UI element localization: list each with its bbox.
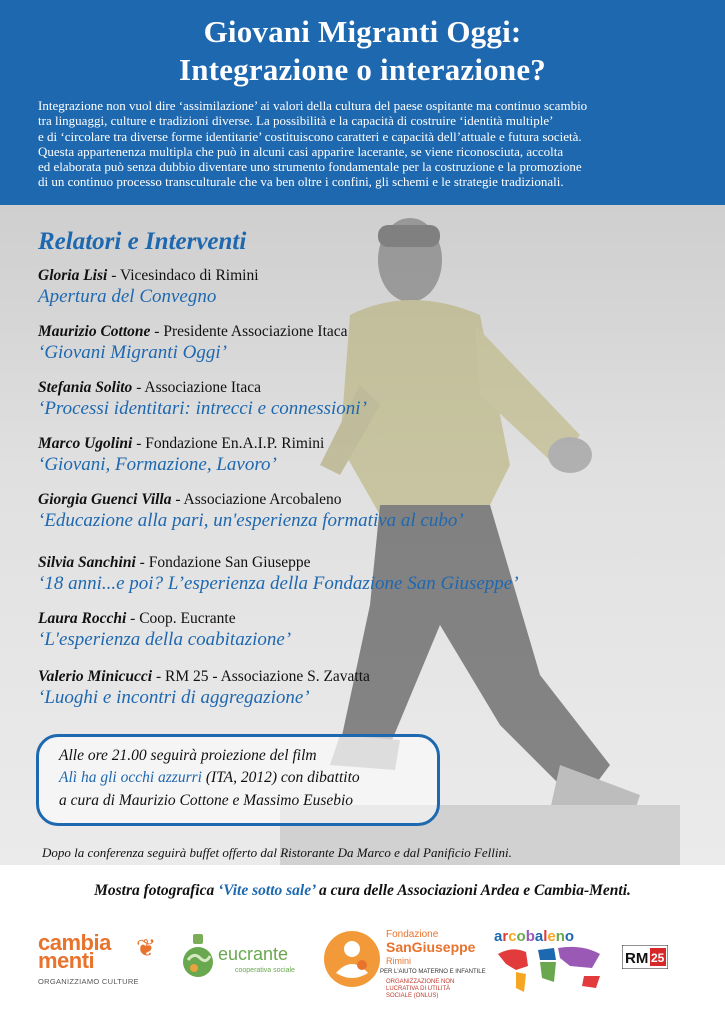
speaker-role: - Coop. Eucrante [126,610,236,627]
intro-line: Integrazione non vuol dire ‘assimilazione’ ai valori della cultura del paese ospitante ma continuo scambio [38,98,588,113]
intro-line: di un continuo processo transculturale che va ben oltre i confini, gli schemi e le strategie tradizionali. [38,174,564,190]
speaker-role: - RM 25 - Associazione S. Zavatta [152,668,370,685]
rm25-logo [622,945,668,969]
speaker-name: Marco Ugolini [38,435,133,452]
logo-note: ORGANIZZAZIONE NON LUCRATIVA DI UTILITÀ SOCIALE (ONLUS) [386,979,455,999]
svg-text:25: 25 [651,951,665,965]
header-band [0,0,725,205]
globe-bottle-icon [180,932,216,980]
svg-text:arcobaleno: arcobaleno [494,928,575,945]
intro-paragraph [38,98,688,190]
film-title: Alì ha gli occhi azzurri [59,769,202,786]
speaker-item [38,553,698,595]
intro-line: tra linguaggi, culture e tradizioni diverse. La possibilità e la capacità di costruire ‘identità multiple’ [38,113,554,129]
logo-text: SanGiuseppe [386,939,476,955]
speaker-item [38,266,698,308]
cambia-menti-logo [38,930,168,988]
exhibition-pre: Mostra fotografica [94,882,219,899]
eucrante-logo [180,930,310,980]
speaker-talk: ‘18 anni...e poi? L’esperienza della Fondazione San Giuseppe’ [38,573,519,594]
logo-text: Rimini [386,956,412,966]
fondazione-san-giuseppe-logo [322,927,486,1012]
intro-line: ed elaborata può senza dubbio diventare uno strumento fondamentale per la costruzione e la promozione [38,159,582,175]
speaker-name: Laura Rocchi [38,610,127,627]
speaker-talk: ‘L'esperienza della coabitazione’ [38,629,292,650]
buffet-note: Dopo la conferenza seguirà buffet offerto dal Ristorante Da Marco e dal Panificio Fellini. [42,845,512,860]
exhibition-post: a cura delle Associazioni Ardea e Cambia-Menti. [315,882,631,899]
intro-line: Questa appartenenza multipla che può in alcuni casi apparire lacerante, se viene riconosciuta, accolta [38,143,564,159]
logo-text: eucrante [218,944,289,964]
speaker-name: Stefania Solito [38,379,133,396]
speaker-role: - Fondazione San Giuseppe [135,554,311,571]
speaker-talk: ‘Luoghi e incontri di aggregazione’ [38,687,310,708]
speaker-talk: ‘Giovani, Formazione, Lavoro’ [38,454,277,475]
speaker-name: Silvia Sanchini [38,554,136,571]
speaker-item [38,322,698,364]
butterfly-icon: ❦ [136,936,157,962]
section-title: Relatori e Interventi [38,228,247,255]
logo-text: cambia [38,930,111,955]
speaker-talk: ‘Processi identitari: intrecci e connessioni’ [38,398,367,419]
exhibition-note [0,882,725,900]
speaker-name: Giorgia Guenci Villa [38,491,172,508]
speaker-role: - Associazione Arcobaleno [171,491,342,508]
speaker-item [38,609,698,651]
title-line-2: Integrazione o interazione? [179,52,546,87]
logo-text: menti [38,948,95,973]
svg-text:RM: RM [625,950,649,967]
speaker-name: Maurizio Cottone [38,323,151,340]
mother-child-icon [322,929,382,989]
logo-tagline: cooperativa sociale [235,967,295,974]
speaker-name: Gloria Lisi [38,267,108,284]
film-details: (ITA, 2012) con dibattito [201,769,360,786]
title-line-1: Giovani Migranti Oggi: [203,14,522,49]
speaker-item [38,378,698,420]
arcobaleno-wordmark [490,926,610,946]
speaker-talk: ‘Educazione alla pari, un'esperienza formativa al cubo’ [38,510,464,531]
speaker-role: - Associazione Itaca [132,379,261,396]
world-map-icon [492,944,608,996]
speaker-role: - Vicesindaco di Rimini [107,267,259,284]
speaker-item [38,667,698,709]
film-announcement-box [36,734,440,826]
film-line-3: a cura di Maurizio Cottone e Massimo Eusebio [59,792,354,809]
logo-text: Fondazione [386,929,439,940]
exhibition-title: ‘Vite sotto sale’ [218,882,316,899]
film-line-2 [59,769,360,787]
speaker-item [38,490,698,532]
intro-line: e di ‘circolare tra diverse forme identitarie’ costituiscono caratteri e capacità dell’attuale e futura società. [38,128,582,144]
speaker-role: - Presidente Associazione Itaca [150,323,348,340]
speaker-item [38,434,698,476]
logo-tagline: PER L'AIUTO MATERNO E INFANTILE [380,969,486,975]
speaker-talk: ‘Giovani Migranti Oggi’ [38,342,227,363]
speaker-role: - Fondazione En.A.I.P. Rimini [132,435,325,452]
arcobaleno-logo [490,926,610,998]
speaker-name: Valerio Minicucci [38,668,153,685]
logo-tagline: ORGANIZZIAMO CULTURE [38,977,139,986]
film-line-1: Alle ore 21.00 seguirà proiezione del film [59,747,317,764]
rm25-wordmark [622,945,668,969]
speaker-talk: Apertura del Convegno [38,286,217,307]
